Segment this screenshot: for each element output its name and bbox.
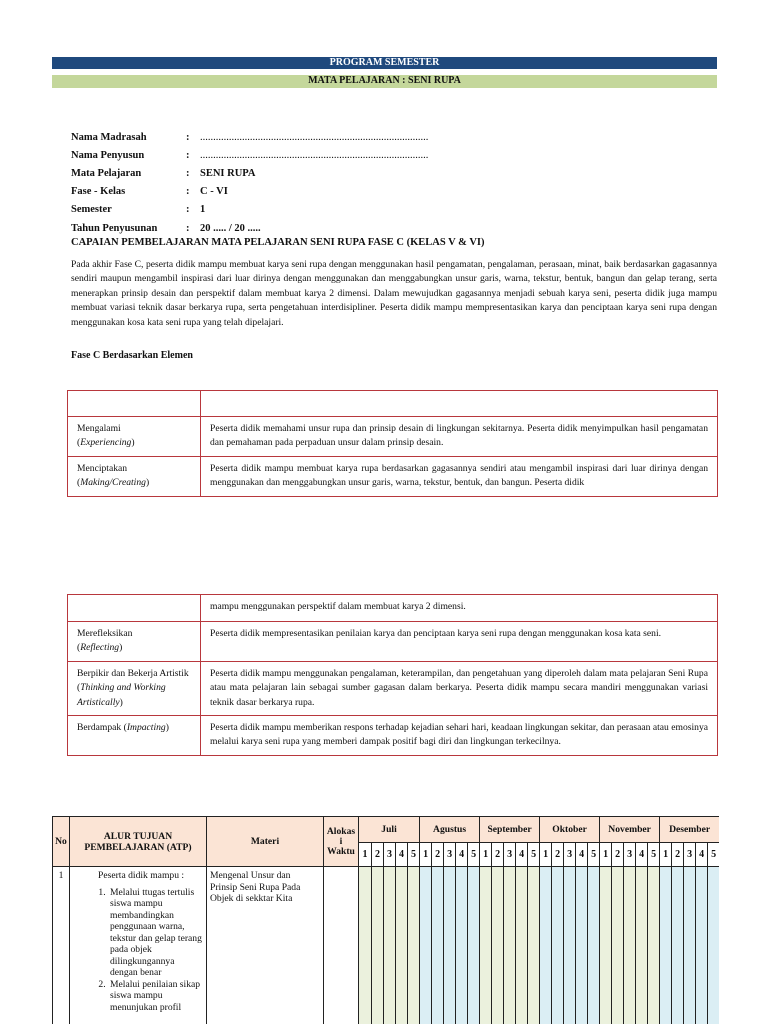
week-cell (612, 867, 624, 1024)
week-header: 1 (540, 843, 552, 867)
week-cell (492, 867, 504, 1024)
week-header: 2 (432, 843, 444, 867)
week-header: 3 (504, 843, 516, 867)
element-desc-continuation: mampu menggunakan perspektif dalam membuat karya 2 dimensi. (210, 601, 466, 612)
table-header-row (68, 391, 718, 417)
month-header: Desember (660, 817, 719, 843)
week-header: 2 (552, 843, 564, 867)
month-header: Juli (359, 817, 420, 843)
week-header: 1 (359, 843, 372, 867)
week-cell (468, 867, 480, 1024)
element-name: Mengalami (77, 423, 121, 434)
info-row-mapel (71, 164, 428, 182)
table-row (53, 867, 720, 1024)
week-header: 5 (408, 843, 420, 867)
atp-steps-list (96, 887, 203, 1014)
week-header: 5 (468, 843, 480, 867)
week-header: 4 (456, 843, 468, 867)
identity-info (71, 128, 428, 237)
info-colon: : (186, 222, 190, 234)
row-number: 1 (53, 867, 70, 1024)
elements-table-part1 (67, 390, 718, 497)
element-desc: Peserta didik mampu membuat karya rupa berdasarkan gagasannya sendiri atau mengambil inspirasi dari luar dirinya dengan menggunakan dan menggabungkan unsur garis, warna, tekstur, bentuk, dan bangun. Peserta didik (210, 462, 708, 489)
element-name: Merefleksikan (77, 628, 133, 639)
week-cell (384, 867, 396, 1024)
element-name-cell: Berpikir dan Bekerja Artistik (Thinking and Working Artistically) (68, 661, 201, 715)
month-header: Agustus (420, 817, 480, 843)
week-header: 1 (660, 843, 672, 867)
week-header: 2 (492, 843, 504, 867)
info-value: 20 ..... / 20 ..... (200, 222, 261, 234)
element-desc-cell (201, 716, 718, 756)
element-desc: Peserta didik mempresentasikan penilaian karya dan penciptaan karya seni rupa dengan menggunakan kosa kata seni. (210, 628, 662, 639)
week-header: 5 (708, 843, 719, 867)
info-colon: : (186, 167, 190, 179)
week-cell (588, 867, 600, 1024)
week-header: 3 (384, 843, 396, 867)
month-header-row (53, 817, 720, 843)
element-name-cell: Menciptakan (Making/Creating) (68, 456, 201, 496)
week-header: 5 (528, 843, 540, 867)
element-name: Menciptakan (77, 462, 128, 474)
info-value: SENI RUPA (200, 167, 256, 179)
info-value: 1 (200, 204, 206, 216)
week-header: 5 (588, 843, 600, 867)
table-row (68, 661, 718, 715)
info-colon: : (186, 131, 190, 143)
week-cell (540, 867, 552, 1024)
week-cell (624, 867, 636, 1024)
table-row (68, 622, 718, 662)
week-cell (432, 867, 444, 1024)
week-cell (456, 867, 468, 1024)
week-cell (420, 867, 432, 1024)
atp-step: 1. Melalui ttugas tertulis siswa mampu membandingkan penggunaan warna, tekstur dan gelap terang pada objek dilingkungannya dengan benar (108, 887, 203, 979)
header-atp: ALUR TUJUAN PEMBELAJARAN (ATP) (70, 817, 207, 867)
week-cell (552, 867, 564, 1024)
atp-step: 2. Melalui penilaian sikap siswa mampu menunjukan profil (108, 979, 203, 1014)
week-cell (396, 867, 408, 1024)
atp-table-wrapper (52, 816, 719, 1024)
element-name: Berpikir dan Bekerja Artistik (77, 667, 189, 679)
month-header: November (600, 817, 660, 843)
element-desc-cell (201, 661, 718, 715)
info-row-penyusun (71, 146, 428, 164)
program-semester-title: PROGRAM SEMESTER (329, 57, 440, 68)
subject-banner (52, 75, 717, 88)
week-cell (576, 867, 588, 1024)
element-desc: Peserta didik mampu menggunakan pengalaman, keterampilan, dan pengetahuan yang diperoleh dalam mata pelajaran Seni Rupa atau mata pelajaran lain sebagai sumber gagasan dalam berkarya. Peserta didik mampu secara mandiri menggunakan variasi teknik dasar berkarya rupa. (210, 667, 708, 708)
week-cell (528, 867, 540, 1024)
week-cell (564, 867, 576, 1024)
header-materi: Materi (207, 817, 324, 867)
element-name-cell: Mengalami (Experiencing) (68, 417, 201, 457)
atp-cell (70, 867, 207, 1024)
table-cell (68, 391, 201, 417)
month-header: September (480, 817, 540, 843)
info-value: ....................................................................................... (200, 149, 429, 161)
element-name-en: Thinking and Working Artistically (77, 682, 166, 708)
week-cell (408, 867, 420, 1024)
info-label: Nama Madrasah (71, 131, 147, 143)
week-header: 4 (516, 843, 528, 867)
program-semester-banner (52, 57, 717, 69)
table-row (68, 417, 718, 457)
week-cell (600, 867, 612, 1024)
element-name-cell: Berdampak (Impacting) (68, 716, 201, 756)
info-label: Tahun Penyusunan (71, 222, 158, 234)
info-row-fase (71, 183, 428, 201)
elements-table-part2 (67, 594, 718, 756)
info-colon: : (186, 204, 190, 216)
element-desc: Peserta didik mampu memberikan respons terhadap kejadian sehari hari, keadaan lingkungan sekitar, dan perasaan atau emosinya melalui karya seni rupa yang memberi dampak positif bagi diri dan lingkungan terkecilnya. (210, 722, 708, 748)
week-cell (516, 867, 528, 1024)
week-cell (684, 867, 696, 1024)
info-value: C - VI (200, 186, 228, 198)
table-cell (68, 595, 201, 622)
week-cell (660, 867, 672, 1024)
week-header: 4 (636, 843, 648, 867)
week-header: 2 (372, 843, 384, 867)
week-header: 1 (480, 843, 492, 867)
atp-schedule-table (52, 816, 719, 1024)
week-header: 4 (396, 843, 408, 867)
capaian-paragraph: Pada akhir Fase C, peserta didik mampu membuat karya seni rupa dengan menggunakan hasil pengamatan, pengalaman, perasaan, minat, baik berdasarkan gagasannya sendiri maupun mengambil inspirasi dari luar dirinya dengan menggunakan dan menggabungkan unsur garis, warna, tekstur, bentuk, bangun dan gelap terang, serta menerapkan prinsip desain dan perspektif dalam membuat karya 2 dimensi. Dalam mewujudkan gagasannya menjadi sebuah karya seni, peserta didik juga mampu membuat variasi teknik dasar berkarya rupa, serta pengetahuan interdisipliner. Peserta didik mampu mempresentasikan karya dan penciptaan karya seni rupa dengan menggunakan kosa kata seni rupa yang telah dipelajari. (71, 259, 717, 328)
element-desc-cell (201, 622, 718, 662)
info-label: Mata Pelajaran (71, 167, 142, 179)
materi-cell: Mengenal Unsur dan Prinsip Seni Rupa Pada Objek di sekktar Kita (207, 867, 324, 1024)
header-alokasi-c: Waktu (327, 845, 355, 857)
element-name-en: Impacting (126, 722, 166, 734)
week-cell (372, 867, 384, 1024)
info-row-madrasah (71, 128, 428, 146)
alokasi-cell (324, 867, 359, 1024)
atp-intro: Peserta didik mampu : (98, 870, 185, 881)
week-header: 4 (696, 843, 708, 867)
header-alokasi-b: i (339, 835, 343, 847)
week-header: 3 (684, 843, 696, 867)
week-header: 2 (612, 843, 624, 867)
fase-elemen-title: Fase C Berdasarkan Elemen (71, 350, 193, 361)
header-alokasi (324, 817, 359, 867)
subject-title: MATA PELAJARAN : SENI RUPA (308, 75, 461, 86)
element-desc-cell (201, 595, 718, 622)
week-header: 4 (576, 843, 588, 867)
info-row-tahun (71, 219, 428, 237)
week-cell (480, 867, 492, 1024)
header-no: No (53, 817, 70, 867)
info-label: Nama Penyusun (71, 149, 145, 161)
week-header: 3 (444, 843, 456, 867)
table-row (68, 456, 718, 496)
week-cell (636, 867, 648, 1024)
week-cell (696, 867, 708, 1024)
info-value: ....................................................................................... (200, 131, 429, 143)
week-header: 1 (600, 843, 612, 867)
info-label: Fase - Kelas (71, 186, 126, 198)
element-name-cell: Merefleksikan (Reflecting) (68, 622, 201, 662)
week-cell (672, 867, 684, 1024)
element-desc: Peserta didik memahami unsur rupa dan prinsip desain di lingkungan sekitarnya. Peserta didik menyimpulkan hasil pengamatan dan pemahaman pada perpaduan unsur dalam prinsip desain. (210, 423, 708, 449)
week-cell (504, 867, 516, 1024)
week-cell (444, 867, 456, 1024)
element-desc-cell (201, 417, 718, 457)
element-name: Berdampak (77, 722, 122, 734)
table-row (68, 716, 718, 756)
week-cell (648, 867, 660, 1024)
element-name-en: Experiencing (80, 437, 132, 449)
info-colon: : (186, 149, 190, 161)
week-header: 2 (672, 843, 684, 867)
week-header: 5 (648, 843, 660, 867)
month-header: Oktober (540, 817, 600, 843)
element-desc-cell (201, 456, 718, 496)
table-row (68, 595, 718, 622)
week-cell (359, 867, 372, 1024)
info-row-semester (71, 201, 428, 219)
element-name-en: Making/Creating (80, 477, 146, 489)
week-header: 3 (564, 843, 576, 867)
week-header: 3 (624, 843, 636, 867)
header-alokasi-a: Alokas (326, 825, 356, 837)
table-cell (201, 391, 718, 417)
week-header: 1 (420, 843, 432, 867)
week-cell (708, 867, 719, 1024)
element-name-en: Reflecting (80, 642, 120, 654)
info-colon: : (186, 186, 190, 198)
info-label: Semester (71, 204, 112, 216)
capaian-title: CAPAIAN PEMBELAJARAN MATA PELAJARAN SENI RUPA FASE C (KELAS V & VI) (71, 237, 485, 248)
